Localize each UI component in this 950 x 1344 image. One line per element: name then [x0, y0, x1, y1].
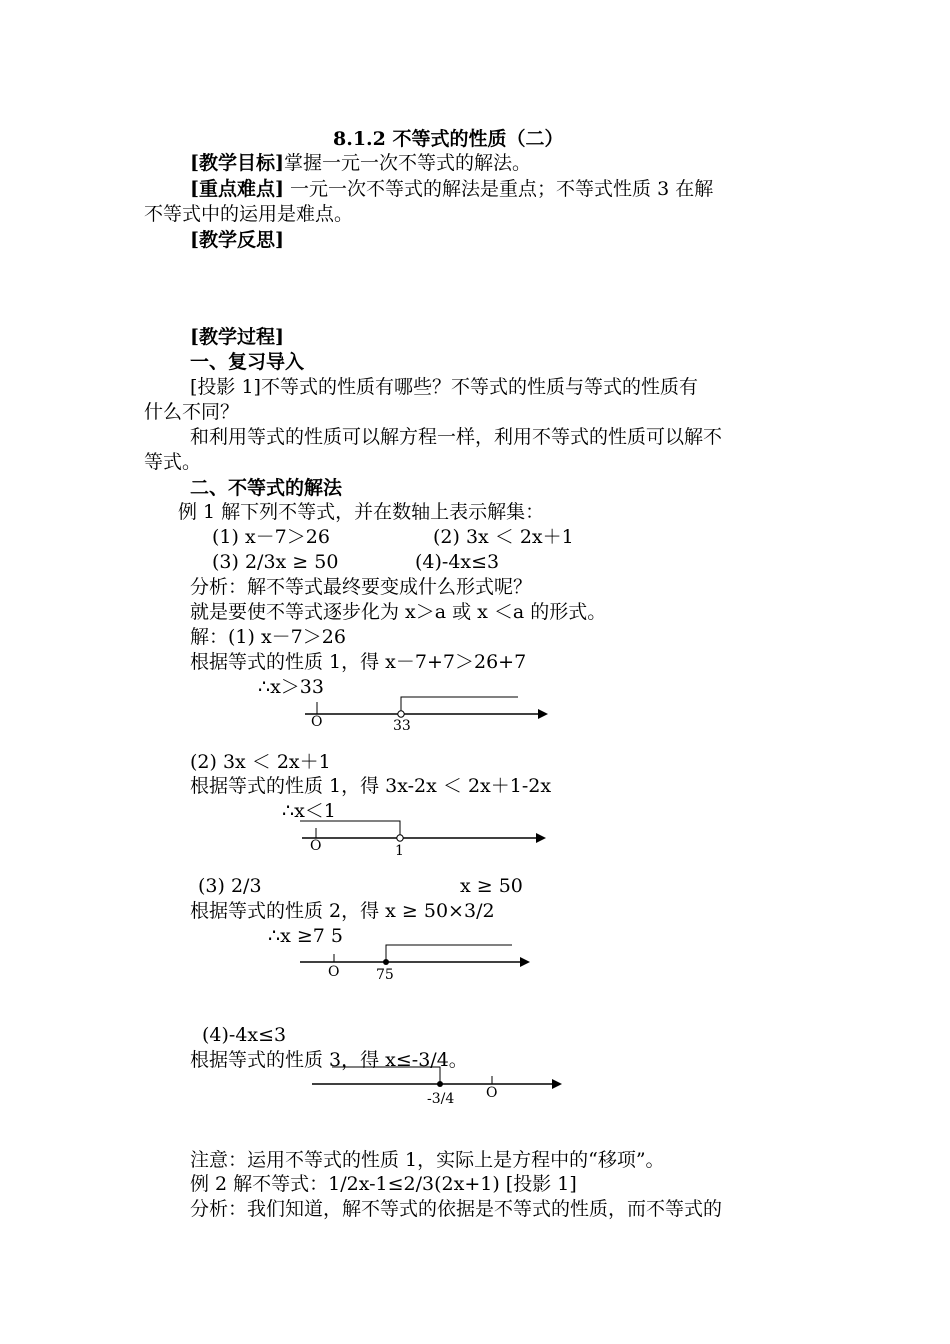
analysis-1: 分析：解不等式最终要变成什么形式呢？: [190, 576, 533, 598]
nl2-point-label: 1: [395, 843, 404, 859]
solution3-result: ∴x ≥7 5: [268, 925, 343, 947]
nl3-origin-label: O: [328, 964, 340, 980]
analysis-3: 分析：我们知道，解不等式的依据是不等式的性质，而不等式的: [190, 1198, 723, 1220]
nl3-point-label: 75: [376, 967, 394, 983]
solution4-step: 根据等式的性质 3，得 x≤-3/4。: [190, 1049, 468, 1071]
nl1-point-label: 33: [393, 718, 411, 734]
solution4-head: (4)-4x≤3: [202, 1024, 287, 1046]
solution3-head-b: x ≥ 50: [460, 875, 523, 897]
difficulty-text1: 一元一次不等式的解法是重点；不等式性质 3 在解: [290, 178, 714, 200]
question-1: (1) x－7＞26: [212, 526, 330, 548]
example1: 例 1 解下列不等式，并在数轴上表示解集：: [178, 501, 545, 523]
solution1-result: ∴x＞33: [258, 676, 324, 698]
solution3-head-a: (3) 2/3: [198, 875, 262, 897]
number-line-2: [300, 814, 560, 854]
nl4-origin-label: O: [486, 1085, 498, 1101]
solution1-step: 根据等式的性质 1，得 x－7+7＞26+7: [190, 651, 527, 673]
solution2-head: (2) 3x ＜ 2x＋1: [190, 751, 331, 773]
difficulty-label: [重点难点]: [190, 178, 284, 200]
difficulty-line: [190, 177, 713, 201]
difficulty-text2: 不等式中的运用是难点。: [144, 203, 354, 225]
nl2-origin-label: O: [310, 838, 322, 854]
example2: 例 2 解不等式：1/2x-1≤2/3(2x+1) [投影 1]: [190, 1173, 577, 1195]
question-4: (4)-4x≤3: [415, 551, 500, 573]
section1-p2b: 等式。: [144, 451, 202, 473]
question-3: (3) 2/3x ≥ 50: [212, 551, 339, 573]
page-title: 8.1.2 不等式的性质（二）: [333, 128, 564, 150]
solution2-step: 根据等式的性质 1，得 3x-2x ＜ 2x＋1-2x: [190, 775, 552, 797]
nl4-point-label: -3/4: [427, 1091, 455, 1107]
section1-p2a: 和利用等式的性质可以解方程一样，利用不等式的性质可以解不: [190, 426, 723, 448]
section2-heading: 二、不等式的解法: [190, 477, 343, 499]
section1-p1a: [投影 1]不等式的性质有哪些？不等式的性质与等式的性质有: [190, 376, 698, 398]
nl1-origin-label: O: [311, 714, 323, 730]
solution2-result: ∴x＜1: [282, 800, 336, 822]
number-line-1: [300, 690, 560, 730]
analysis-2: 就是要使不等式逐步化为 x＞a 或 x ＜a 的形式。: [190, 601, 607, 623]
process-label: [教学过程]: [190, 326, 284, 348]
question-2: (2) 3x ＜ 2x＋1: [433, 526, 574, 548]
reflection-label: [教学反思]: [190, 229, 284, 251]
objectives-label: [教学目标]: [190, 152, 284, 174]
objectives-text: 掌握一元一次不等式的解法。: [283, 152, 531, 174]
solution1-head: 解：(1) x－7＞26: [190, 626, 346, 648]
note: 注意：运用不等式的性质 1，实际上是方程中的“移项”。: [190, 1149, 665, 1171]
objectives-line: [190, 151, 531, 175]
section1-p1b: 什么不同？: [144, 401, 240, 423]
section1-heading: 一、复习导入: [190, 351, 305, 373]
solution3-step: 根据等式的性质 2，得 x ≥ 50×3/2: [190, 900, 495, 922]
